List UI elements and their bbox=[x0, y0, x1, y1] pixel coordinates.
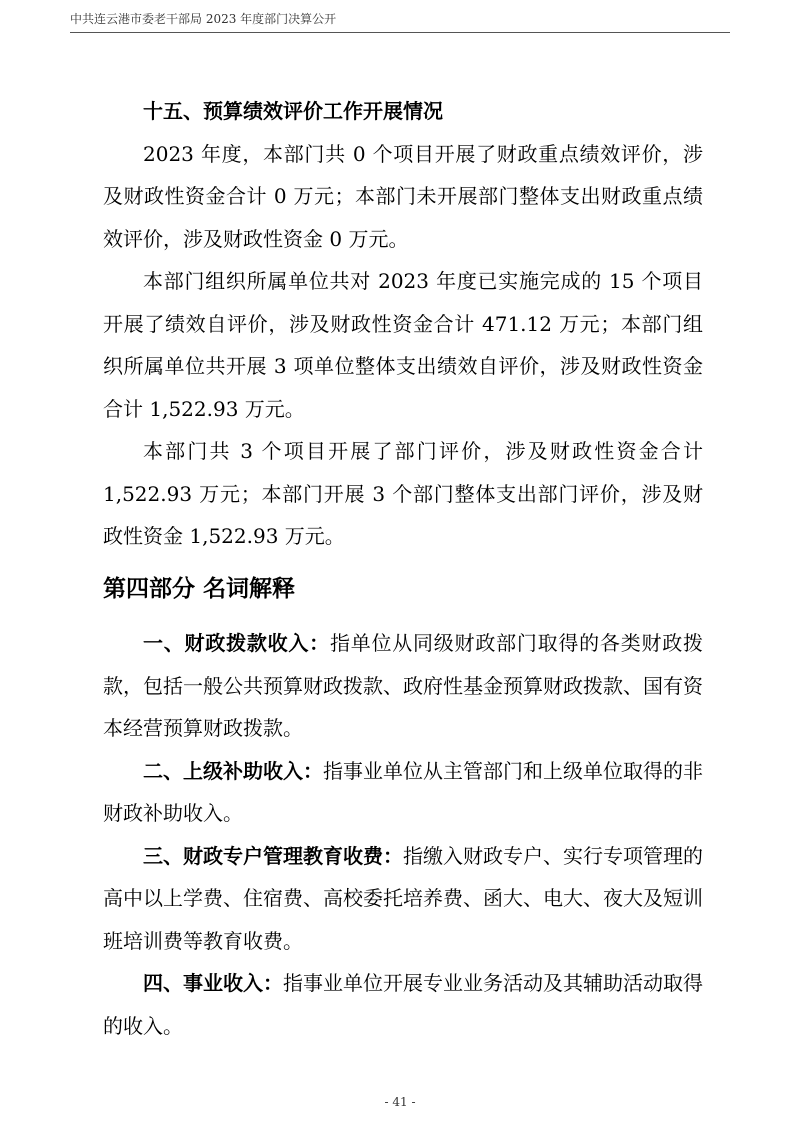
term-definition bbox=[103, 835, 703, 963]
term-text: 指事业单位从主管部门和上级单位取得的非财政补助收入。 bbox=[103, 758, 703, 825]
document-body bbox=[103, 90, 703, 1047]
term-label: 一、财政拨款收入： bbox=[143, 631, 330, 655]
term-definition bbox=[103, 750, 703, 835]
term-label: 四、事业收入： bbox=[143, 971, 283, 995]
part-heading: 第四部分 名词解释 bbox=[103, 575, 296, 602]
term-definition bbox=[103, 622, 703, 750]
paragraph: 本部门组织所属单位共对 2023 年度已实施完成的 15 个项目开展了绩效自评价，涉及财政性资金合计 471.12 万元；本部门组织所属单位共开展 3 项单位整体支出绩效自评价，涉及财政性资金合计 1,522.93 万元。 bbox=[103, 269, 703, 421]
paragraph: 本部门共 3 个项目开展了部门评价，涉及财政性资金合计 1,522.93 万元；本部门开展 3 个部门整体支出部门评价，涉及财政性资金 1,522.93 万元。 bbox=[103, 439, 703, 548]
term-definition bbox=[103, 962, 703, 1047]
term-text: 指单位从同级财政部门取得的各类财政拨款，包括一般公共预算财政拨款、政府性基金预算财政拨款、国有资本经营预算财政拨款。 bbox=[103, 631, 704, 740]
term-label: 三、财政专户管理教育收费： bbox=[143, 843, 403, 868]
term-text: 指事业单位开展专业业务活动及其辅助活动取得的收入。 bbox=[103, 971, 703, 1038]
term-text: 指缴入财政专户、实行专项管理的高中以上学费、住宿费、高校委托培养费、函大、电大、夜大及短训班培训费等教育收费。 bbox=[103, 843, 703, 953]
page-header: 中共连云港市委老干部局 2023 年度部门决算公开 bbox=[70, 10, 730, 33]
page-number: - 41 - bbox=[384, 1095, 416, 1109]
term-label: 二、上级补助收入： bbox=[143, 758, 323, 783]
paragraph: 2023 年度，本部门共 0 个项目开展了财政重点绩效评价，涉及财政性资金合计 0 万元；本部门未开展部门整体支出财政重点绩效评价，涉及财政性资金 0 万元。 bbox=[103, 141, 703, 251]
section-heading: 十五、预算绩效评价工作开展情况 bbox=[143, 99, 443, 123]
